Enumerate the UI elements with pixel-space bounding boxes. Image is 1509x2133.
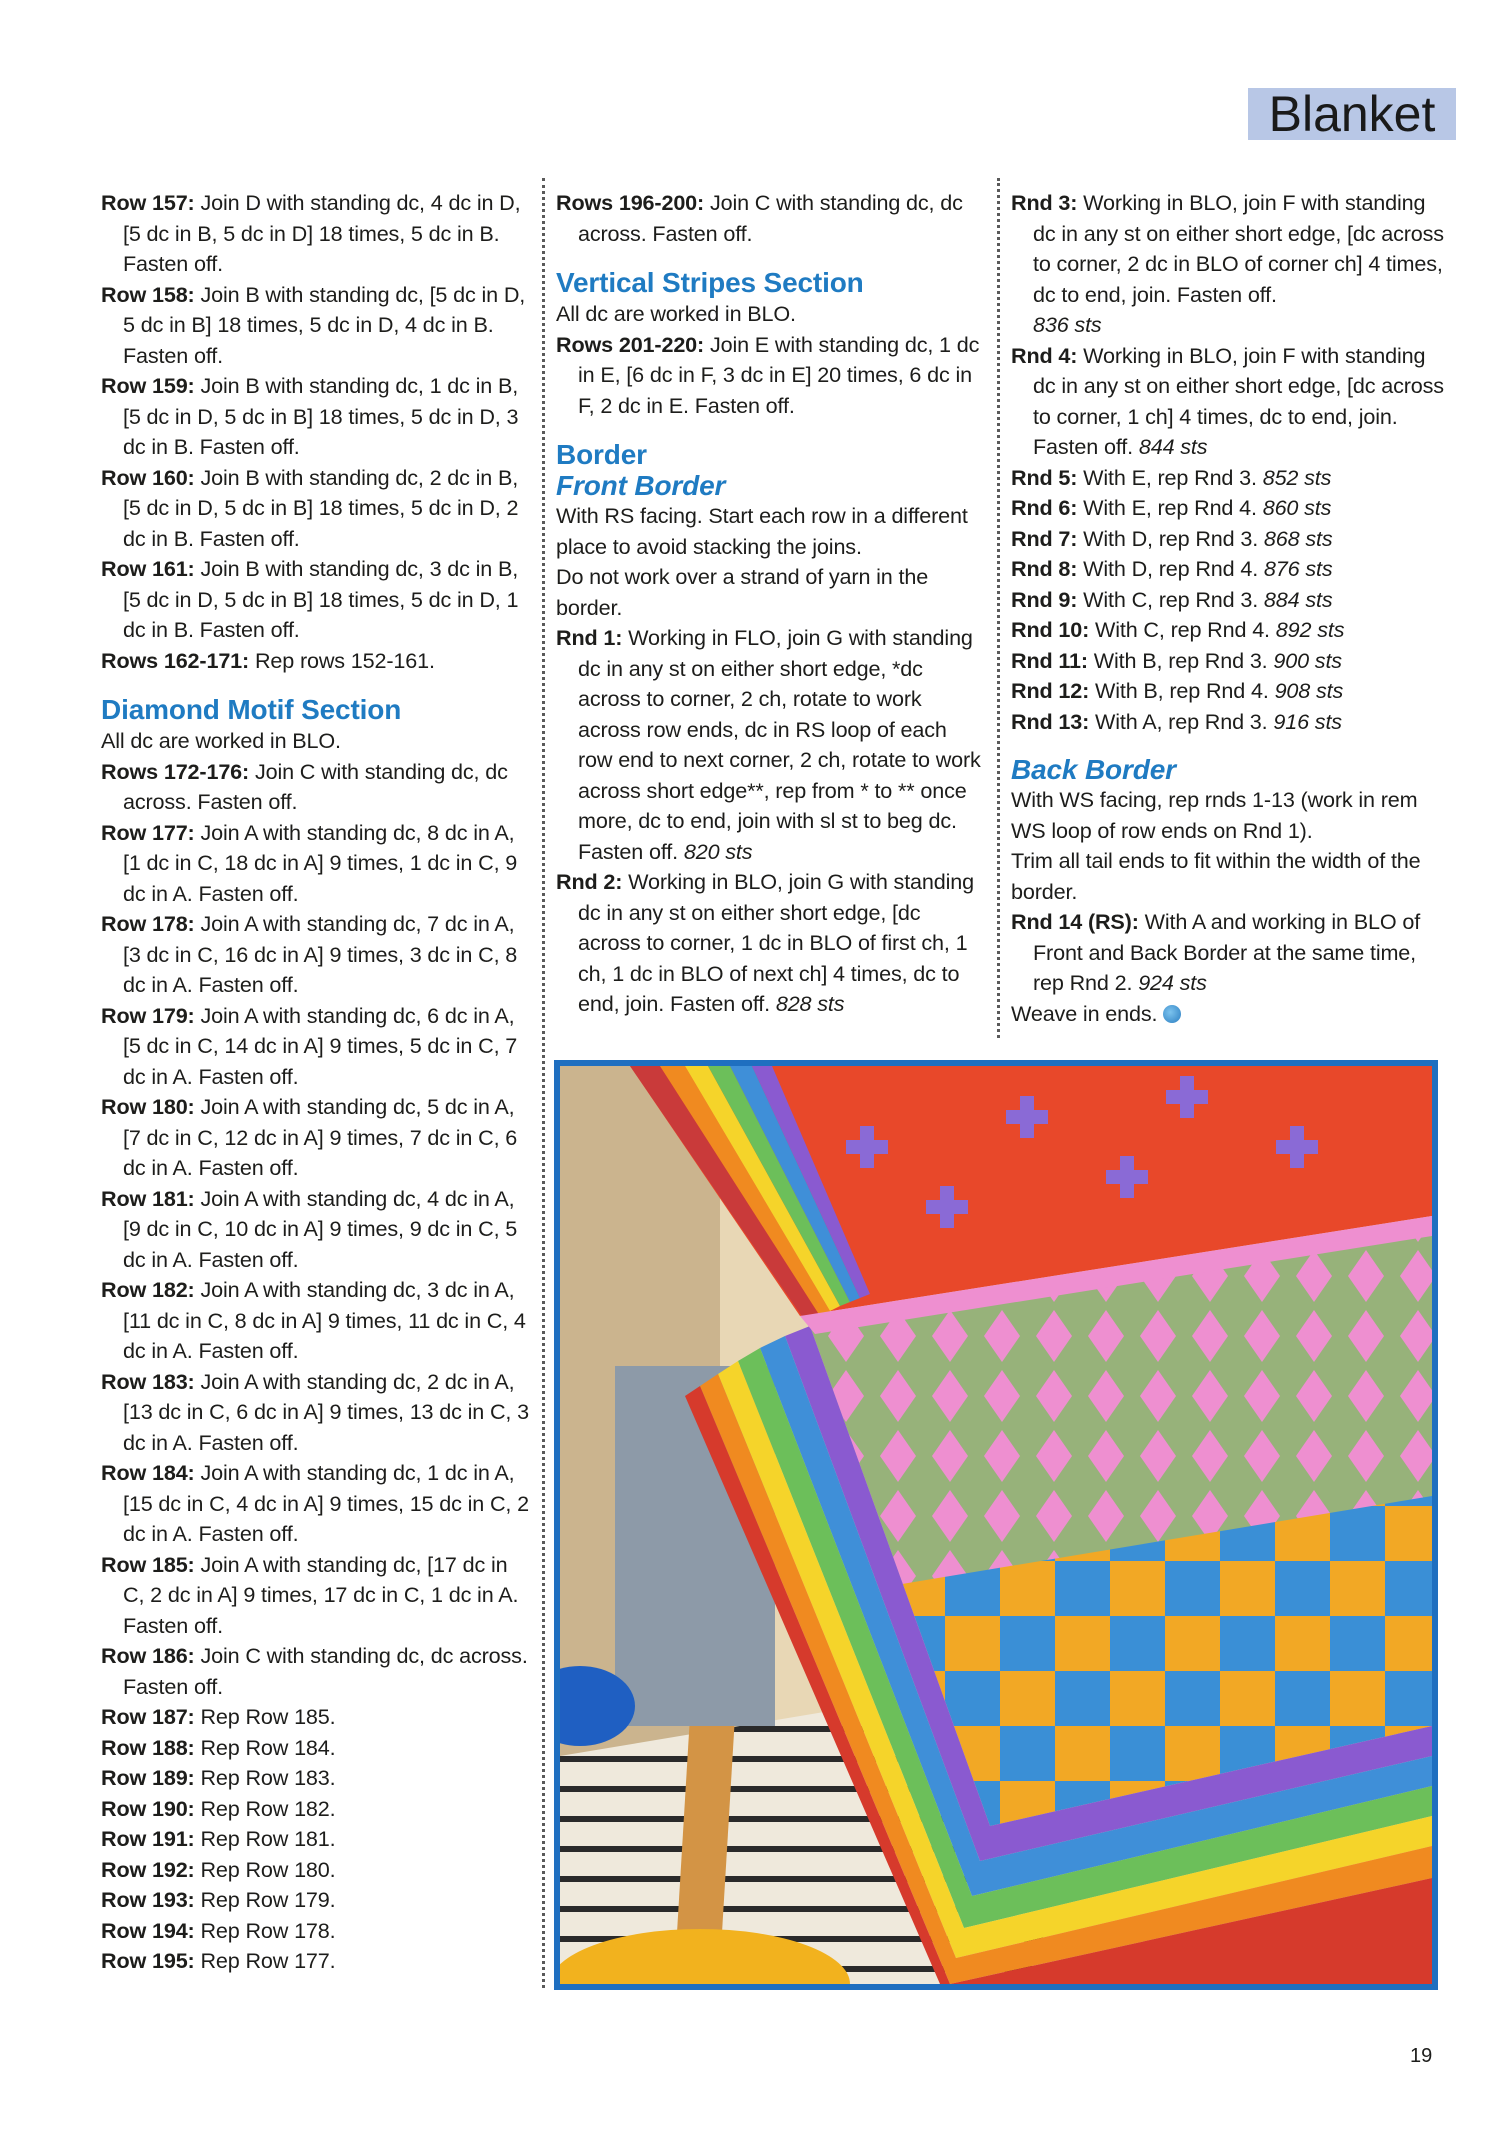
front-note: Do not work over a strand of yarn in the border. [556,564,929,620]
instruction-row: Row 158: Join B with standing dc, [5 dc in D, 5 dc in B] 18 times, 5 dc in D, 4 dc in B. Fasten off. [101,281,526,368]
instruction-row: Rnd 11: With B, rep Rnd 3. 900 sts [1011,647,1342,673]
instruction-row: Row 160: Join B with standing dc, 2 dc in B, [5 dc in D, 5 dc in B] 18 times, 5 dc in D, 2 dc in B. Fasten off. [101,464,519,551]
instruction-row: Row 161: Join B with standing dc, 3 dc in B, [5 dc in D, 5 dc in B] 18 times, 5 dc in D, 1 dc in B. Fasten off. [101,556,519,642]
instruction-row: Rows 172-176: Join C with standing dc, dc across. Fasten off. [101,758,508,814]
instruction-row: Row 180: Join A with standing dc, 5 dc in A, [7 dc in C, 12 dc in A] 9 times, 7 dc in C, 6 dc in A. Fasten off. [101,1094,518,1180]
instruction-row: Rows 162-171: Rep rows 152-161. [101,647,435,673]
final-instruction: Weave in ends. [1011,999,1449,1030]
subheading-front-border: Front Border [556,470,726,501]
instruction-row: Row 177: Join A with standing dc, 8 dc in A, [1 dc in C, 18 dc in A] 9 times, 1 dc in C, 9 dc in A. Fasten off. [101,819,518,906]
instruction-row: Rnd 13: With A, rep Rnd 3. 916 sts [1011,708,1342,734]
front-note: With RS facing. Start each row in a different place to avoid stacking the joins. [556,503,968,559]
section-note: All dc are worked in BLO. [556,301,796,326]
section-note: All dc are worked in BLO. [101,728,341,753]
column-1 [101,188,531,1977]
instruction-row: Rnd 8: With D, rep Rnd 4. 876 sts [1011,556,1333,581]
column-3 [1011,188,1449,1029]
instruction-row: Row 188: Rep Row 184. [101,1734,336,1760]
instruction-row: Rnd 5: With E, rep Rnd 3. 852 sts [1011,464,1332,490]
instruction-row: Rnd 6: With E, rep Rnd 4. 860 sts [1011,495,1332,520]
instruction-row: Rnd 7: With D, rep Rnd 3. 868 sts [1011,525,1333,551]
section-heading-diamond: Diamond Motif Section [101,694,402,725]
subheading-back-border: Back Border [1011,754,1176,785]
instruction-row: Row 181: Join A with standing dc, 4 dc in A, [9 dc in C, 10 dc in A] 9 times, 9 dc in C, 5 dc in A. Fasten off. [101,1185,518,1272]
column-2 [556,188,984,1020]
instruction-row: Rnd 12: With B, rep Rnd 4. 908 sts [1011,678,1344,703]
instruction-row: Row 159: Join B with standing dc, 1 dc in B, [5 dc in D, 5 dc in B] 18 times, 5 dc in D, 3 dc in B. Fasten off. [101,373,519,459]
instruction-rnd-3: Rnd 3: Working in BLO, join F with standing dc in any st on either short edge, [dc across to corner, 2 dc in BLO of corner ch] 4 times, dc to end, join. Fasten off. 836 sts [1011,190,1444,337]
instruction-row: Row 195: Rep Row 177. [101,1948,336,1973]
column-divider [542,178,545,1988]
instruction-row: Row 194: Rep Row 178. [101,1917,336,1943]
instruction-row: Row 190: Rep Row 182. [101,1795,336,1821]
section-heading-border: Border [556,439,647,470]
instruction-row: Row 178: Join A with standing dc, 7 dc in A, [3 dc in C, 16 dc in A] 9 times, 3 dc in C, 8 dc in A. Fasten off. [101,911,518,997]
back-note: Trim all tail ends to fit within the width of the border. [1011,848,1421,904]
yarn-ball-icon [1163,1005,1181,1023]
instruction-row: Rnd 9: With C, rep Rnd 3. 884 sts [1011,586,1333,612]
instruction-row: Row 183: Join A with standing dc, 2 dc in A, [13 dc in C, 6 dc in A] 9 times, 13 dc in C, 3 dc in A. Fasten off. [101,1368,529,1455]
instruction-row: Rnd 10: With C, rep Rnd 4. 892 sts [1011,617,1345,642]
instruction-row: Row 184: Join A with standing dc, 1 dc in A, [15 dc in C, 4 dc in A] 9 times, 15 dc in C, 2 dc in A. Fasten off. [101,1460,529,1546]
instruction-row: Rows 201-220: Join E with standing dc, 1 dc in E, [6 dc in F, 3 dc in E] 20 times, 6 dc in F, 2 dc in E. Fasten off. [556,331,980,418]
instruction-row: Row 192: Rep Row 180. [101,1856,336,1882]
instruction-rnd-2: Rnd 2: Working in BLO, join G with standing dc in any st on either short edge, [dc across to corner, 1 dc in BLO of first ch, 1 ch, 1 dc in BLO of next ch] 4 times, dc to end, join. Fasten off. 828 sts [556,869,974,1016]
instruction-row: Row 182: Join A with standing dc, 3 dc in A, [11 dc in C, 8 dc in A] 9 times, 11 dc in C, 4 dc in A. Fasten off. [101,1277,526,1363]
instruction-row: Row 187: Rep Row 185. [101,1704,336,1729]
instruction-row: Row 186: Join C with standing dc, dc across. Fasten off. [101,1643,528,1699]
instruction-rnd-4: Rnd 4: Working in BLO, join F with standing dc in any st on either short edge, [dc across to corner, 1 ch] 4 times, dc to end, join. Fasten off. 844 sts [1011,342,1444,459]
instruction-row: Row 185: Join A with standing dc, [17 dc in C, 2 dc in A] 9 times, 17 dc in C, 1 dc in A. Fasten off. [101,1551,519,1638]
page-number: 19 [1410,2045,1433,2067]
section-tab: Blanket [1248,88,1456,140]
back-note: With WS facing, rep rnds 1-13 (work in rem WS loop of row ends on Rnd 1). [1011,787,1418,843]
instruction-row: Row 191: Rep Row 181. [101,1826,336,1851]
blanket-photo [554,1060,1438,1990]
column-divider [997,178,1000,1038]
instruction-row: Row 157: Join D with standing dc, 4 dc in D, [5 dc in B, 5 dc in D] 18 times, 5 dc in B. Fasten off. [101,190,521,276]
instruction-row: Row 189: Rep Row 183. [101,1765,336,1790]
instruction-rnd-1: Rnd 1: Working in FLO, join G with standing dc in any st on either short edge, *dc across to corner, 2 ch, rotate to work across row ends, dc in RS loop of each row end to next corner, 2 ch, rotate to work across short edge**, rep from * to ** once more, dc to end, join with sl st to beg dc. Fasten off. 820 sts [556,625,981,864]
instruction-rnd-14: Rnd 14 (RS): With A and working in BLO of Front and Back Border at the same time, rep Rnd 2. 924 sts [1011,909,1421,995]
section-heading-vertical-stripes: Vertical Stripes Section [556,267,864,298]
instruction-row: Row 179: Join A with standing dc, 6 dc in A, [5 dc in C, 14 dc in A] 9 times, 5 dc in C, 7 dc in A. Fasten off. [101,1002,518,1089]
instruction-row: Rows 196-200: Join C with standing dc, dc across. Fasten off. [556,190,963,246]
instruction-row: Row 193: Rep Row 179. [101,1887,336,1912]
